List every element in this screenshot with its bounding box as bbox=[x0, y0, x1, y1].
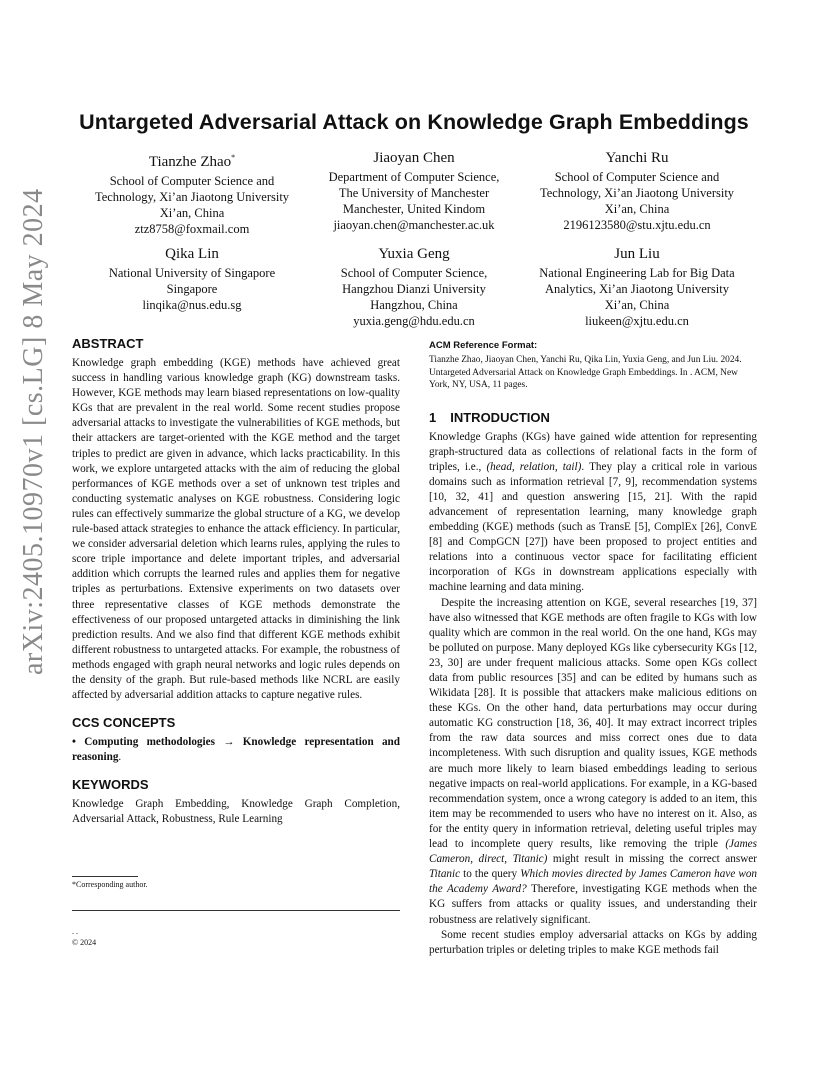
acm-reference-text: Tianzhe Zhao, Jiaoyan Chen, Yanchi Ru, Qika Lin, Yuxia Geng, and Jun Liu. 2024. Untargeted Adversarial Attack on Knowledge Graph Embeddings. In . ACM, New York, NY, USA, 11 pages. bbox=[429, 355, 742, 390]
author-name: Qika Lin bbox=[165, 246, 219, 262]
author-name: Yanchi Ru bbox=[605, 150, 669, 166]
author-block bbox=[512, 148, 762, 233]
copyright-text: © 2024 bbox=[72, 938, 97, 947]
paper-title: Untargeted Adversarial Attack on Knowledge Graph Embeddings bbox=[79, 110, 749, 134]
intro-paragraph-2: Despite the increasing attention on KGE, several researches [19, 37] have also witnessed that KGE methods are often fragile to KGs with low quality which are common in the real world. On the one hand, KGs may be polluted on purpose. Many deployed KGs like cybersecurity KGs [12, 23, 30] are under frequent malicious attacks. Some open KGs collect data from public resources [35] and can be edited by humans such as Wikidata [28]. It is possible that attackers make malicious editions on these KGs. On the other hand, data perturbations may occur during automatic KG construction [18, 36, 40]. It may extract incorrect triples from the raw data sources and miss correct ones due to data incompleteness. With such disruption and quality issues, KGE methods are much more likely to learn biased embeddings leading to serious negative impacts on real-world applications. For example, in a KG-based recommendation system, once a wrong category is added to an item, this item may be recommended to users who have no interest on it. Also, as for the entity query in information retrieval, deleting useful triples may lead to incomplete query results, like removing the triple (James Cameron, direct, Titanic) might result in missing the correct answer Titanic to the query Which movies directed by James Cameron have won the Academy Award? Therefore, investigating KGE methods when the KG suffers from attacks or quality issues, and understanding their robustness are relatively significant. bbox=[429, 596, 758, 926]
footnote-rule bbox=[72, 876, 138, 877]
abstract-text: Knowledge graph embedding (KGE) methods have achieved great success in handling various knowledge graph (KG) downstream tasks. However, KGE methods may learn biased representations on low-quality KGs that are prevalent in the real world. Some recent studies propose adversarial attacks to investigate the vulnerabilities of KGE methods, but their attackers are target-oriented with the KGE method and the target triples to predict are given in advance, which lacks practicability. In this work, we explore untargeted attacks with the aim of reducing the global performances of KGE methods over a set of unknown test triples and conducting systematic analyses on KGE robustness. Considering logic rules can effectively summarize the global structure of a KG, we develop rule-based attack strategies to enhance the attack efficiency. In particular, we consider adversarial deletion which learns rules, applying the rules to score triple importance and delete important triples, and adversarial addition which corrupts the learned rules and applies them for negative triples as perturbations. Extensive experiments on two datasets over three representative classes of KGE methods demonstrate the effectiveness of our proposed untargeted attacks in diminishing the link prediction results. And we also find that different KGE methods exhibit different robustness to untargeted attacks. For example, the robustness of methods engaged with graph neural networks and logic rules depends on the density of the graph. But rule-based methods like NCRL are easily affected by adversarial addition attacks to capture negative rules. bbox=[72, 357, 400, 702]
ccs-heading: CCS CONCEPTS bbox=[72, 715, 176, 731]
ccs-concept: • Computing methodologies → Knowledge representation and reasoning bbox=[72, 736, 400, 764]
affiliation-line: Hangzhou, China bbox=[370, 298, 458, 312]
author-block bbox=[289, 244, 539, 329]
affiliation-line: Technology, Xi’an Jiaotong University bbox=[94, 190, 290, 204]
right-column bbox=[429, 340, 757, 958]
left-column bbox=[72, 336, 400, 828]
affiliation-line: National Engineering Lab for Big Data bbox=[539, 266, 735, 280]
author-name: Jun Liu bbox=[614, 246, 660, 262]
acm-reference-heading: ACM Reference Format: bbox=[429, 340, 538, 351]
author-block bbox=[512, 244, 762, 329]
affiliation-line: Xi’an, China bbox=[604, 298, 670, 312]
affiliation-line: Xi’an, China bbox=[159, 206, 225, 220]
abstract-heading: ABSTRACT bbox=[72, 336, 144, 351]
introduction-heading bbox=[429, 410, 757, 426]
affiliation-line: The University of Manchester bbox=[338, 186, 490, 200]
affiliation-line: School of Computer Science and bbox=[554, 170, 720, 184]
affiliation-line: Singapore bbox=[166, 282, 218, 296]
intro-paragraph-3: Some recent studies employ adversarial attacks on KGs by adding perturbation triples or deleting triples to make KGE methods fail bbox=[429, 928, 757, 956]
arxiv-identifier: arXiv:2405.10970v1 [cs.LG] 8 May 2024 bbox=[18, 188, 49, 675]
author-block bbox=[289, 148, 539, 233]
footnote: *Corresponding author. bbox=[72, 880, 148, 889]
intro-paragraph-1: Knowledge Graphs (KGs) have gained wide attention for representing graph-structured data as collections of relational facts in the form of triples, i.e., (head, relation, tail). They play a critical role in various domains such as information retrieval [7, 9], recommendation systems [10, 32, 41] and question answering [15, 21]. With the rapid advancement of representation learning, many knowledge graph embedding (KGE) methods (such as TransE [5], ComplEx [26], ConvE [8] and CompGCN [27]) have been proposed to project entities and relations into a continuous vector space for facilitating efficient incorporation of KGs in downstream applications especially with machine learning and data mining. bbox=[429, 430, 757, 594]
affiliation-line: Manchester, United Kindom bbox=[342, 202, 486, 216]
author-email[interactable]: yuxia.geng@hdu.edu.cn bbox=[353, 314, 475, 328]
author-email[interactable]: jiaoyan.chen@manchester.ac.uk bbox=[333, 218, 495, 232]
author-name: Jiaoyan Chen bbox=[373, 150, 455, 166]
author-email[interactable]: 2196123580@stu.xjtu.edu.cn bbox=[563, 218, 711, 232]
author-email[interactable]: linqika@nus.edu.sg bbox=[142, 298, 242, 312]
ccs-end: . bbox=[118, 751, 122, 764]
copyright-dots: . . bbox=[72, 927, 78, 936]
author-email[interactable]: liukeen@xjtu.edu.cn bbox=[585, 314, 689, 328]
keywords-heading: KEYWORDS bbox=[72, 777, 149, 793]
affiliation-line: School of Computer Science, bbox=[340, 266, 488, 280]
affiliation-line: Department of Computer Science, bbox=[328, 170, 500, 184]
author-name: Yuxia Geng bbox=[378, 246, 450, 262]
affiliation-line: Xi’an, China bbox=[604, 202, 670, 216]
ccs-text bbox=[72, 735, 400, 765]
section-title: INTRODUCTION bbox=[450, 409, 550, 425]
author-email[interactable]: ztz8758@foxmail.com bbox=[134, 222, 250, 236]
copyright-rule bbox=[72, 910, 400, 911]
section-number: 1 bbox=[429, 409, 437, 425]
affiliation-line: National University of Singapore bbox=[108, 266, 276, 280]
author-block bbox=[67, 148, 317, 237]
author-name: Tianzhe Zhao* bbox=[148, 153, 236, 170]
keywords-text: Knowledge Graph Embedding, Knowledge Graph Completion, Adversarial Attack, Robustness, Rule Learning bbox=[72, 798, 400, 826]
affiliation-line: Technology, Xi’an Jiaotong University bbox=[539, 186, 735, 200]
author-block bbox=[67, 244, 317, 313]
affiliation-line: Hangzhou Dianzi University bbox=[342, 282, 486, 296]
affiliation-line: School of Computer Science and bbox=[109, 174, 275, 188]
corresponding-mark: * bbox=[231, 153, 236, 162]
affiliation-line: Analytics, Xi’an Jiaotong University bbox=[545, 282, 729, 296]
